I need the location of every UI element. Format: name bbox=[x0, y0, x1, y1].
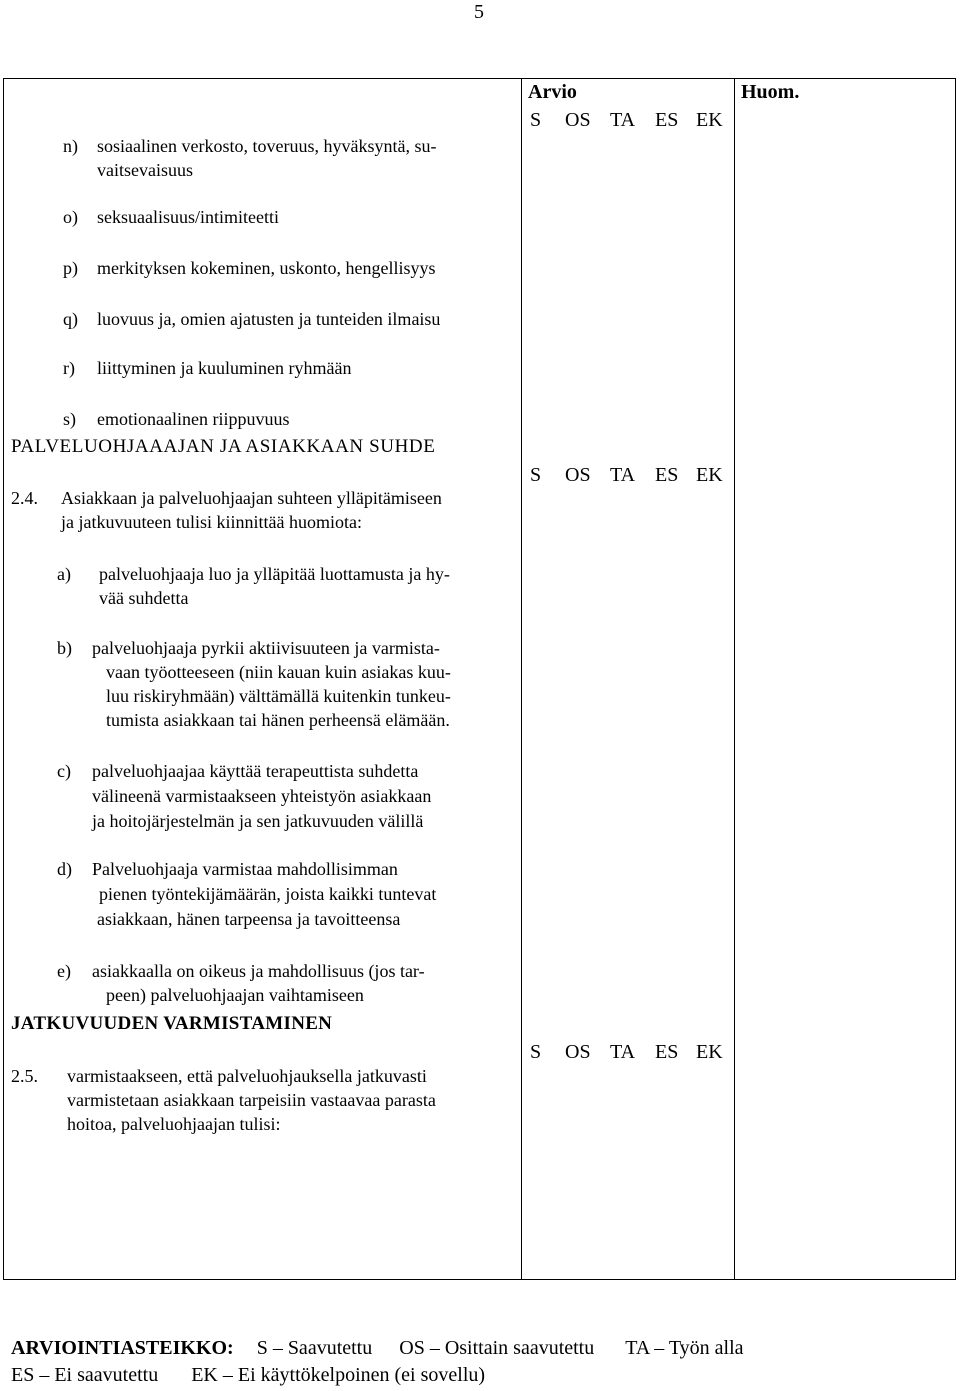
section-number: 2.4. bbox=[11, 488, 38, 508]
rating-code-ta: TA bbox=[610, 464, 636, 486]
rating-code-os: OS bbox=[565, 1041, 591, 1063]
item-text-line: merkityksen kokeminen, uskonto, hengellisyys bbox=[97, 258, 436, 278]
item-text-line: ja hoitojärjestelmän ja sen jatkuvuuden välillä bbox=[92, 811, 424, 831]
item-letter: r) bbox=[63, 358, 75, 378]
item-letter: e) bbox=[57, 961, 71, 981]
item-letter: o) bbox=[63, 207, 78, 227]
rating-code-s: S bbox=[530, 1041, 542, 1063]
rating-code-s: S bbox=[530, 109, 542, 131]
legend-entry-ta: TA – Työn alla bbox=[625, 1337, 744, 1359]
item-text-line: palveluohjaajaa käyttää terapeuttista suhdetta bbox=[92, 761, 419, 781]
item-text-line: seksuaalisuus/intimiteetti bbox=[97, 207, 279, 227]
legend-line bbox=[11, 1363, 485, 1387]
item-letter: d) bbox=[57, 859, 72, 879]
rating-code-os: OS bbox=[565, 464, 591, 486]
legend-entry-os: OS – Osittain saavutettu bbox=[399, 1337, 595, 1359]
section-heading-relationship: PALVELUOHJAAAJAN JA ASIAKKAAN SUHDE bbox=[11, 436, 436, 457]
item-text-line: luovuus ja, omien ajatusten ja tunteiden ilmaisu bbox=[97, 309, 441, 329]
item-letter: s) bbox=[63, 409, 76, 429]
legend-line bbox=[11, 1336, 744, 1360]
rating-code-ek: EK bbox=[696, 109, 723, 131]
item-text-line: vaan työotteeseen (niin kauan kuin asiakas kuu- bbox=[106, 662, 451, 682]
item-text-line: Palveluohjaaja varmistaa mahdollisimman bbox=[92, 859, 398, 879]
page-number: 5 bbox=[474, 1, 484, 23]
section-intro-line: varmistaakseen, että palveluohjauksella jatkuvasti bbox=[67, 1066, 427, 1086]
item-text-line: tumista asiakkaan tai hänen perheensä elämään. bbox=[106, 710, 450, 730]
rating-code-os: OS bbox=[565, 109, 591, 131]
column-divider-huom bbox=[734, 78, 735, 1280]
rating-code-es: ES bbox=[655, 109, 679, 131]
legend-entry-es: ES – Ei saavutettu bbox=[11, 1364, 159, 1386]
rating-code-ta: TA bbox=[610, 1041, 636, 1063]
rating-code-es: ES bbox=[655, 1041, 679, 1063]
item-letter: p) bbox=[63, 258, 78, 278]
item-text-line: liittyminen ja kuuluminen ryhmään bbox=[97, 358, 352, 378]
item-letter: q) bbox=[63, 309, 78, 329]
section-intro-line: varmistetaan asiakkaan tarpeisiin vastaavaa parasta bbox=[67, 1090, 436, 1110]
section-number: 2.5. bbox=[11, 1066, 38, 1086]
item-text-line: asiakkaan, hänen tarpeensa ja tavoitteensa bbox=[97, 909, 401, 929]
item-text-line: vaitsevaisuus bbox=[97, 160, 193, 180]
column-divider-arvio bbox=[521, 78, 522, 1280]
item-text-line: palveluohjaaja luo ja ylläpitää luottamusta ja hy- bbox=[99, 564, 450, 584]
item-text-line: vää suhdetta bbox=[99, 588, 189, 608]
item-letter: a) bbox=[57, 564, 71, 584]
section-intro-line: hoitoa, palveluohjaajan tulisi: bbox=[67, 1114, 281, 1134]
huom-heading: Huom. bbox=[741, 81, 800, 103]
item-letter: c) bbox=[57, 761, 71, 781]
item-letter: b) bbox=[57, 638, 72, 658]
rating-code-ta: TA bbox=[610, 109, 636, 131]
rating-code-s: S bbox=[530, 464, 542, 486]
item-text-line: sosiaalinen verkosto, toveruus, hyväksyntä, su- bbox=[97, 136, 437, 156]
item-text-line: emotionaalinen riippuvuus bbox=[97, 409, 290, 429]
arvio-heading: Arvio bbox=[528, 81, 577, 103]
item-text-line: luu riskiryhmään) välttämällä kuitenkin tunkeu- bbox=[106, 686, 451, 706]
item-text-line: palveluohjaaja pyrkii aktiivisuuteen ja varmista- bbox=[92, 638, 440, 658]
legend-entry-ek: EK – Ei käyttökelpoinen (ei sovellu) bbox=[191, 1364, 486, 1386]
item-text-line: peen) palveluohjaajan vaihtamiseen bbox=[106, 985, 364, 1005]
section-heading-continuity: JATKUVUUDEN VARMISTAMINEN bbox=[11, 1013, 333, 1034]
item-text-line: välineenä varmistaakseen yhteistyön asiakkaan bbox=[92, 786, 432, 806]
item-letter: n) bbox=[63, 136, 78, 156]
item-text-line: asiakkaalla on oikeus ja mahdollisuus (jos tar- bbox=[92, 961, 425, 981]
rating-code-ek: EK bbox=[696, 464, 723, 486]
section-intro-line: Asiakkaan ja palveluohjaajan suhteen ylläpitämiseen bbox=[61, 488, 442, 508]
rating-code-es: ES bbox=[655, 464, 679, 486]
section-intro-line: ja jatkuvuuteen tulisi kiinnittää huomiota: bbox=[61, 512, 362, 532]
item-text-line: pienen työntekijämäärän, joista kaikki tuntevat bbox=[99, 884, 437, 904]
legend-entry-s: S – Saavutettu bbox=[256, 1337, 373, 1359]
legend-title: ARVIOINTIASTEIKKO: bbox=[11, 1337, 234, 1359]
rating-code-ek: EK bbox=[696, 1041, 723, 1063]
